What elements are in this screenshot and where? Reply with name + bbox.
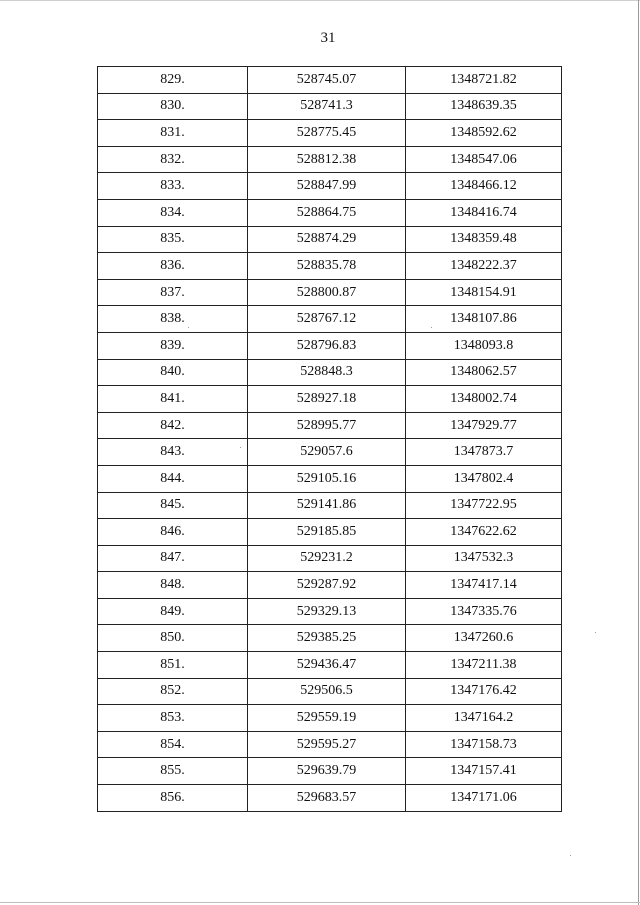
point-number-cell: 848. bbox=[98, 572, 248, 599]
x-coordinate-cell: 528847.99 bbox=[248, 173, 406, 200]
table-row bbox=[98, 279, 562, 306]
x-coordinate-cell: 528796.83 bbox=[248, 332, 406, 359]
y-coordinate-cell: 1348592.62 bbox=[406, 120, 562, 147]
x-coordinate-cell: 528741.3 bbox=[248, 93, 406, 120]
x-coordinate-cell: 528775.45 bbox=[248, 120, 406, 147]
point-number-cell: 836. bbox=[98, 253, 248, 280]
x-coordinate-cell: 529141.86 bbox=[248, 492, 406, 519]
point-number-cell: 829. bbox=[98, 67, 248, 94]
x-coordinate-cell: 529506.5 bbox=[248, 678, 406, 705]
y-coordinate-cell: 1348466.12 bbox=[406, 173, 562, 200]
point-number-cell: 834. bbox=[98, 199, 248, 226]
page-edge-bottom bbox=[0, 902, 640, 903]
table-row bbox=[98, 146, 562, 173]
y-coordinate-cell: 1347157.41 bbox=[406, 758, 562, 785]
table-row bbox=[98, 332, 562, 359]
point-number-cell: 846. bbox=[98, 519, 248, 546]
y-coordinate-cell: 1348721.82 bbox=[406, 67, 562, 94]
x-coordinate-cell: 529329.13 bbox=[248, 598, 406, 625]
point-number-cell: 844. bbox=[98, 465, 248, 492]
table-row bbox=[98, 359, 562, 386]
y-coordinate-cell: 1348639.35 bbox=[406, 93, 562, 120]
y-coordinate-cell: 1348359.48 bbox=[406, 226, 562, 253]
point-number-cell: 841. bbox=[98, 386, 248, 413]
point-number-cell: 832. bbox=[98, 146, 248, 173]
point-number-cell: 833. bbox=[98, 173, 248, 200]
x-coordinate-cell: 528835.78 bbox=[248, 253, 406, 280]
y-coordinate-cell: 1347802.4 bbox=[406, 465, 562, 492]
point-number-cell: 851. bbox=[98, 652, 248, 679]
x-coordinate-cell: 528848.3 bbox=[248, 359, 406, 386]
page-edge-top bbox=[0, 0, 640, 1]
y-coordinate-cell: 1347722.95 bbox=[406, 492, 562, 519]
point-number-cell: 852. bbox=[98, 678, 248, 705]
point-number-cell: 845. bbox=[98, 492, 248, 519]
table-row bbox=[98, 173, 562, 200]
coordinates-table bbox=[97, 66, 562, 812]
point-number-cell: 842. bbox=[98, 412, 248, 439]
table-row bbox=[98, 412, 562, 439]
point-number-cell: 849. bbox=[98, 598, 248, 625]
table-row bbox=[98, 705, 562, 732]
x-coordinate-cell: 529385.25 bbox=[248, 625, 406, 652]
table-row bbox=[98, 572, 562, 599]
point-number-cell: 853. bbox=[98, 705, 248, 732]
y-coordinate-cell: 1348093.8 bbox=[406, 332, 562, 359]
y-coordinate-cell: 1347532.3 bbox=[406, 545, 562, 572]
y-coordinate-cell: 1347417.14 bbox=[406, 572, 562, 599]
table-row bbox=[98, 545, 562, 572]
point-number-cell: 830. bbox=[98, 93, 248, 120]
table-row bbox=[98, 785, 562, 812]
page-edge-right bbox=[638, 0, 639, 905]
y-coordinate-cell: 1348154.91 bbox=[406, 279, 562, 306]
y-coordinate-cell: 1348062.57 bbox=[406, 359, 562, 386]
x-coordinate-cell: 529559.19 bbox=[248, 705, 406, 732]
point-number-cell: 839. bbox=[98, 332, 248, 359]
x-coordinate-cell: 528874.29 bbox=[248, 226, 406, 253]
point-number-cell: 835. bbox=[98, 226, 248, 253]
scan-speck bbox=[188, 327, 189, 328]
point-number-cell: 850. bbox=[98, 625, 248, 652]
x-coordinate-cell: 529105.16 bbox=[248, 465, 406, 492]
y-coordinate-cell: 1348222.37 bbox=[406, 253, 562, 280]
x-coordinate-cell: 528812.38 bbox=[248, 146, 406, 173]
y-coordinate-cell: 1347260.6 bbox=[406, 625, 562, 652]
point-number-cell: 831. bbox=[98, 120, 248, 147]
x-coordinate-cell: 528995.77 bbox=[248, 412, 406, 439]
table-row bbox=[98, 67, 562, 94]
y-coordinate-cell: 1348416.74 bbox=[406, 199, 562, 226]
table-row bbox=[98, 492, 562, 519]
y-coordinate-cell: 1347622.62 bbox=[406, 519, 562, 546]
x-coordinate-cell: 529683.57 bbox=[248, 785, 406, 812]
point-number-cell: 854. bbox=[98, 731, 248, 758]
x-coordinate-cell: 529595.27 bbox=[248, 731, 406, 758]
table-row bbox=[98, 386, 562, 413]
point-number-cell: 856. bbox=[98, 785, 248, 812]
y-coordinate-cell: 1348547.06 bbox=[406, 146, 562, 173]
scan-speck bbox=[595, 632, 596, 633]
y-coordinate-cell: 1347335.76 bbox=[406, 598, 562, 625]
table-row bbox=[98, 465, 562, 492]
x-coordinate-cell: 529436.47 bbox=[248, 652, 406, 679]
x-coordinate-cell: 529287.92 bbox=[248, 572, 406, 599]
x-coordinate-cell: 529057.6 bbox=[248, 439, 406, 466]
table-row bbox=[98, 652, 562, 679]
y-coordinate-cell: 1348107.86 bbox=[406, 306, 562, 333]
page-number: 31 bbox=[320, 30, 336, 46]
table-row bbox=[98, 678, 562, 705]
x-coordinate-cell: 529639.79 bbox=[248, 758, 406, 785]
x-coordinate-cell: 528800.87 bbox=[248, 279, 406, 306]
table-row bbox=[98, 93, 562, 120]
coordinates-table-body bbox=[98, 67, 562, 812]
y-coordinate-cell: 1347929.77 bbox=[406, 412, 562, 439]
scan-speck bbox=[570, 855, 571, 856]
point-number-cell: 840. bbox=[98, 359, 248, 386]
point-number-cell: 843. bbox=[98, 439, 248, 466]
table-row bbox=[98, 439, 562, 466]
point-number-cell: 847. bbox=[98, 545, 248, 572]
point-number-cell: 837. bbox=[98, 279, 248, 306]
y-coordinate-cell: 1347176.42 bbox=[406, 678, 562, 705]
y-coordinate-cell: 1347171.06 bbox=[406, 785, 562, 812]
y-coordinate-cell: 1347158.73 bbox=[406, 731, 562, 758]
y-coordinate-cell: 1347873.7 bbox=[406, 439, 562, 466]
x-coordinate-cell: 528864.75 bbox=[248, 199, 406, 226]
x-coordinate-cell: 529231.2 bbox=[248, 545, 406, 572]
table-row bbox=[98, 598, 562, 625]
x-coordinate-cell: 528927.18 bbox=[248, 386, 406, 413]
point-number-cell: 855. bbox=[98, 758, 248, 785]
table-row bbox=[98, 625, 562, 652]
y-coordinate-cell: 1348002.74 bbox=[406, 386, 562, 413]
y-coordinate-cell: 1347211.38 bbox=[406, 652, 562, 679]
table-row bbox=[98, 758, 562, 785]
table-row bbox=[98, 731, 562, 758]
y-coordinate-cell: 1347164.2 bbox=[406, 705, 562, 732]
table-row bbox=[98, 253, 562, 280]
table-row bbox=[98, 519, 562, 546]
table-row bbox=[98, 306, 562, 333]
x-coordinate-cell: 528745.07 bbox=[248, 67, 406, 94]
x-coordinate-cell: 529185.85 bbox=[248, 519, 406, 546]
table-row bbox=[98, 226, 562, 253]
point-number-cell: 838. bbox=[98, 306, 248, 333]
table-row bbox=[98, 199, 562, 226]
table-row bbox=[98, 120, 562, 147]
x-coordinate-cell: 528767.12 bbox=[248, 306, 406, 333]
scan-speck bbox=[240, 447, 241, 448]
scan-speck bbox=[431, 327, 432, 328]
